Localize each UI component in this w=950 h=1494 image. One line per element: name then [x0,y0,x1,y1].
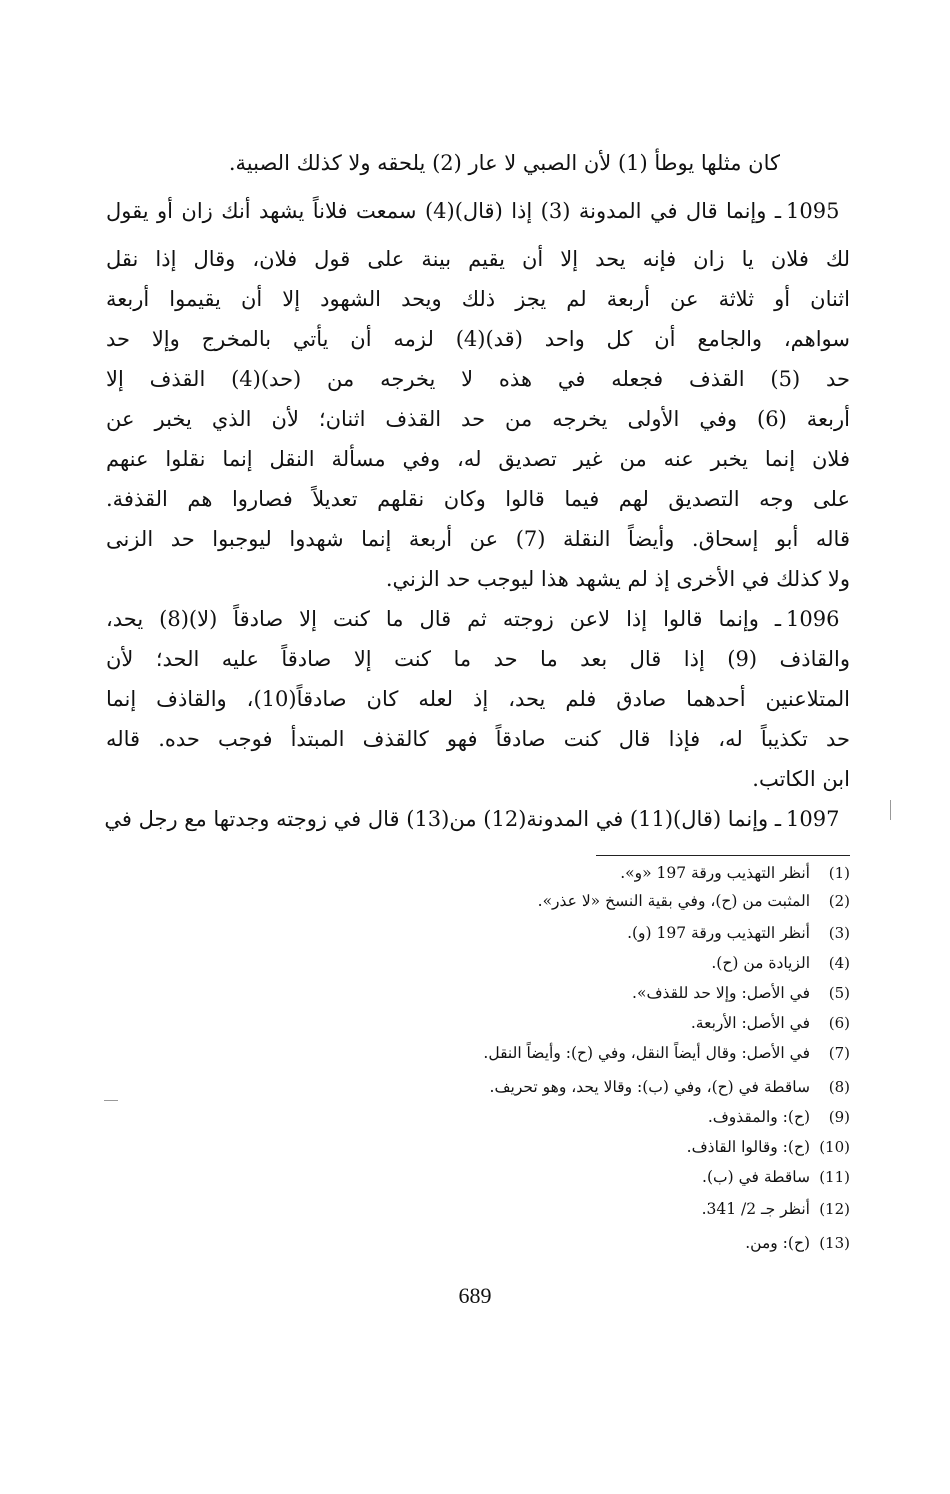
scan-mark [104,1100,118,1101]
footnote-number: (8) [828,1078,850,1096]
body-line: فلان إنما يخبر عنه من غير تصديق له، وفي مسألة النقل إنما نقلوا عنهم [106,447,850,471]
footnote-text: في الأصل: وإلا حد للقذف». [632,984,810,1002]
footnote-separator [596,855,850,856]
footnote-number: (5) [828,984,850,1002]
footnote-number: (6) [828,1014,850,1032]
footnote-number: (4) [828,954,850,972]
footnote-text: في الأصل: وقال أيضاً النقل، وفي (ح): وأيضاً النقل. [483,1044,810,1062]
body-line: قاله أبو إسحاق. وأيضاً النقلة (7) عن أربعة إنما شهدوا ليوجبوا حد الزنى [106,527,850,551]
paragraph-number: 1097 [786,807,840,831]
footnote-text: في الأصل: الأربعة. [690,1014,810,1032]
body-line: ـ وإنما قالوا إذا لاعن زوجته ثم قال ما كنت إلا صادقاً (لا)(8) يحد، [106,607,781,631]
body-line: حد تكذيباً له، فإذا قال كنت صادقاً فهو كالقذف المبتدأ فوجب حده. قاله [106,727,850,751]
footnote-number: (11) [819,1168,850,1186]
footnote-number: (7) [828,1044,850,1062]
footnote-number: (3) [828,924,850,942]
footnote-number: (10) [819,1138,850,1156]
body-line: اثنان أو ثلاثة عن أربعة لم يجز ذلك ويحد الشهود إلا أن يقيموا أربعة [106,287,850,311]
body-line: ولا كذلك في الأخرى إذ لم يشهد هذا ليوجب حد الزني. [385,567,850,591]
body-line: أربعة (6) وفي الأولى يخرجه من حد القذف اثنان؛ لأن الذي يخبر عن [106,407,851,431]
footnote-text: أنظر جـ 2/ 341. [701,1200,810,1218]
footnote-text: (ح): ومن. [745,1234,810,1252]
footnote-number: (1) [828,864,850,882]
footnote-number: (12) [819,1200,850,1218]
footnote-text: ساقطة في (ح)، وفي (ب): وقالا يحد، وهو تحريف. [489,1078,810,1096]
body-line: كان مثلها يوطأ (1) لأن الصبي لا عار (2) يلحقه ولا كذلك الصبية. [228,151,780,175]
scan-mark [890,800,891,820]
page-number: 689 [458,1283,492,1308]
body-line: على وجه التصديق لهم فيما قالوا وكان نقلهم تعديلاً فصاروا هم القذفة. [106,487,850,511]
footnote-number: (2) [828,892,850,910]
footnote-text: (ح): وقالوا القاذف. [686,1138,810,1156]
body-line: ابن الكاتب. [752,767,850,791]
footnote-text: المثبت من (ح)، وفي بقية النسخ «لا عذر». [537,892,810,910]
paragraph-number: 1096 [786,607,840,631]
body-line: حد (5) القذف فجعله في هذه لا يخرجه من (حد)(4) القذف إلا [106,367,850,391]
body-line: المتلاعنين أحدهما صادق فلم يحد، إذ لعله كان صادقاً(10)، والقاذف إنما [106,687,850,711]
footnote-number: (9) [828,1108,850,1126]
footnote-text: ساقطة في (ب). [702,1168,810,1186]
footnote-text: أنظر التهذيب ورقة 197 (و). [627,924,810,942]
body-line: سواهم، والجامع أن كل واحد (قد)(4) لزمه أن يأتي بالمخرج وإلا حد [106,327,850,351]
body-line: لك فلان يا زان فإنه يحد إلا أن يقيم بينة على قول فلان، وقال إذا نقل [106,247,850,271]
paragraph-number: 1095 [786,199,840,223]
footnote-text: الزيادة من (ح). [711,954,810,972]
footnote-text: (ح): والمقذوف. [707,1108,810,1126]
body-line: ـ وإنما (قال)(11) في المدونة(12) من(13) قال في زوجته وجدتها مع رجل في [104,807,781,831]
footnote-number: (13) [819,1234,850,1252]
footnote-text: أنظر التهذيب ورقة 197 «و». [620,864,810,882]
body-line: ـ وإنما قال في المدونة (3) إذا (قال)(4) سمعت فلاناً يشهد أنك زان أو يقول [106,199,781,223]
body-line: والقاذف (9) إذا قال بعد ما حد ما كنت إلا صادقاً عليه الحد؛ لأن [106,647,850,671]
